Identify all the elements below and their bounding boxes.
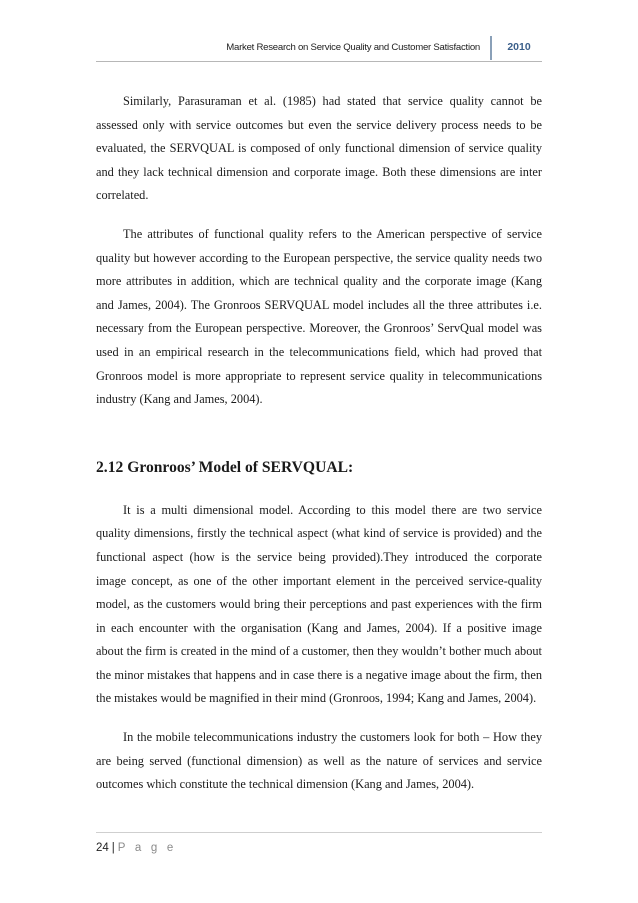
paragraph-1: Similarly, Parasuraman et al. (1985) had stated that service quality cannot be assessed only with service outcomes but even the service delivery process needs to be evaluated, the SERVQUAL is composed of only functional dimension of service quality and they lack technical dimension and corporate image. Both these dimensions are inter correlated. (96, 94, 542, 203)
paragraph-4: In the mobile telecommunications industry the customers look for both – How they are being served (functional dimension) as well as the nature of services and service outcomes which constitute the technical dimension (Kang and James, 2004). (96, 730, 542, 792)
header-year: 2010 (507, 41, 531, 53)
header-rule (96, 61, 542, 62)
paragraph-2: The attributes of functional quality refers to the American perspective of service quality but however according to the European perspective, the service quality needs two more attributes in addition, which are technical quality and the corporate image (Kang and James, 2004). The Gronroos SERVQUAL model includes all the three attributes i.e. necessary from the European perspective. Moreover, the Gronroos’ ServQual model was used in an empirical research in the telecommunications field, which had proved that Gronroos model is more appropriate to represent service quality in telecommunications industry (Kang and James, 2004). (96, 226, 542, 407)
section-heading: 2.12 Gronroos’ Model of SERVQUAL: (96, 458, 354, 476)
paragraph-3: It is a multi dimensional model. According to this model there are two service quality dimensions, firstly the technical aspect (what kind of service is provided) and the functional aspect (how is the service being provided).They introduced the corporate image concept, as one of the other important element in the perceived service-quality model, as the customers would bring their perceptions and past experiences with the firm in each encounter with the organisation (Kang and James, 2004). If a positive image about the firm is created in the mind of a customer, then they wouldn’t bother much about the minor mistakes that happens and in case there is a negative image about the firm, then the mistakes would be magnified in their mind (Gronroos, 1994; Kang and James, 2004). (96, 502, 542, 706)
footer-rule (96, 832, 542, 833)
page-footer (96, 842, 176, 854)
page-number: 24 (96, 842, 109, 854)
page-content (96, 90, 542, 812)
header-divider (490, 36, 492, 60)
header-title: Market Research on Service Quality and Customer Satisfaction (226, 42, 480, 53)
footer-separator: | (111, 842, 115, 854)
page-label: P a g e (117, 842, 177, 854)
page-header (96, 33, 542, 59)
